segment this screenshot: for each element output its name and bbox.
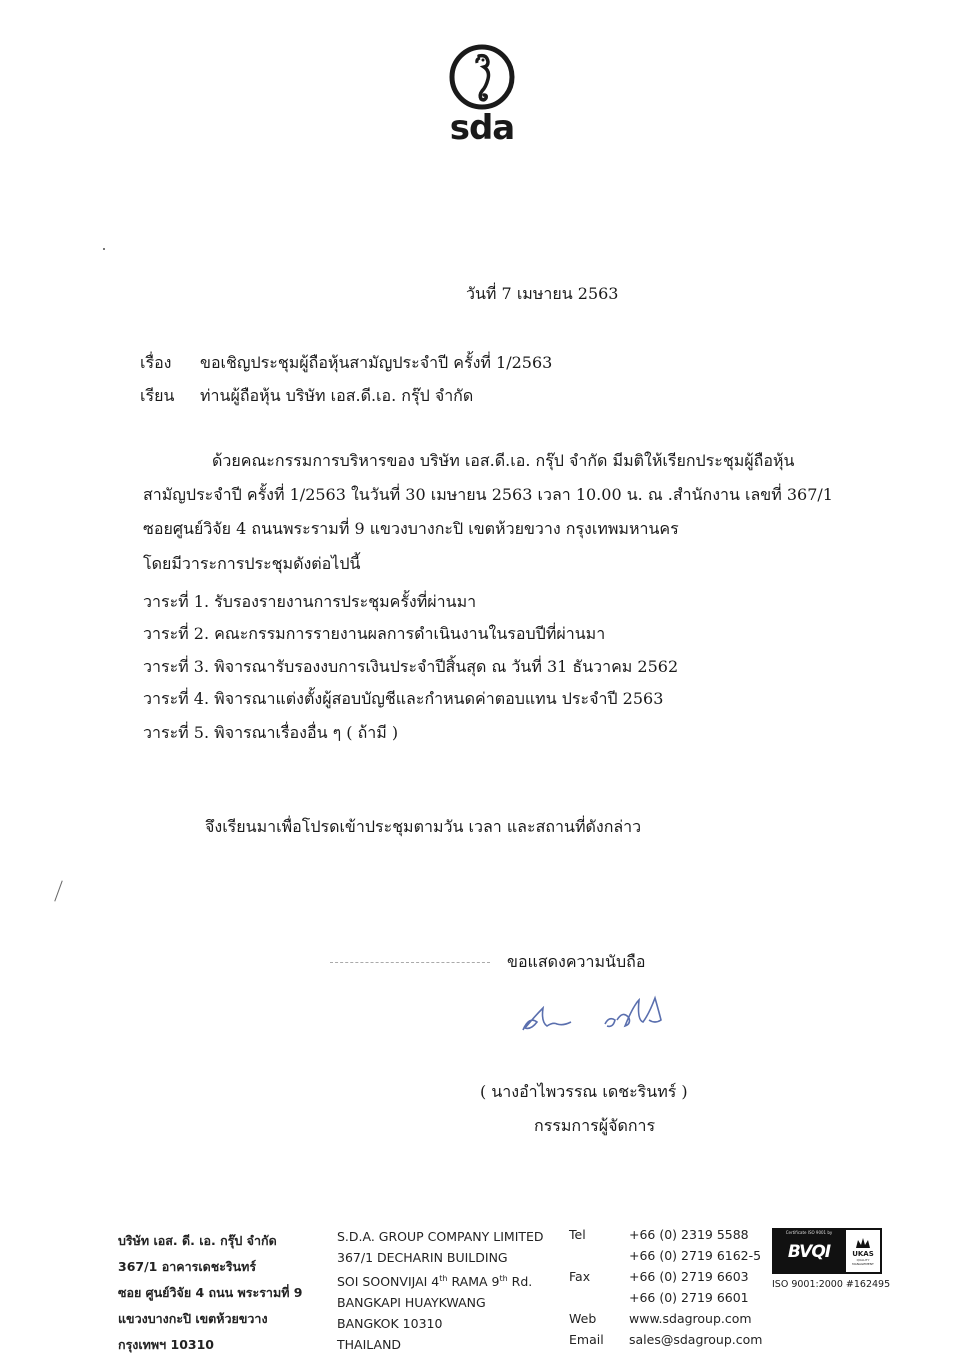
agenda-item-5: วาระที่ 5. พิจารณาเรื่องอื่น ๆ ( ถ้ามี ) — [143, 723, 399, 742]
en-country: THAILAND — [337, 1337, 402, 1353]
email-label: Email — [569, 1332, 604, 1347]
en-company: S.D.A. GROUP COMPANY LIMITED — [337, 1229, 544, 1244]
scan-speck — [54, 880, 62, 901]
thai-address-line: 367/1 อาคารเดชะรินทร์ — [118, 1259, 257, 1274]
bvqi-logo: Certificate ISO 9001 by BVQI — [772, 1228, 846, 1274]
subject-row — [140, 354, 552, 372]
body-line-4: โดยมีวาระการประชุมดังต่อไปนี้ — [143, 554, 361, 573]
body-line-1: ด้วยคณะกรรมการบริหารของ บริษัท เอส.ดี.เอ. กรุ๊ป จำกัด มีมติให้เรียกประชุมผู้ถือหุ้น — [212, 451, 795, 470]
fax-number: +66 (0) 2719 6603 — [629, 1269, 749, 1284]
logo-wordmark: sda — [449, 108, 515, 148]
recipient-text: ท่านผู้ถือหุ้น บริษัท เอส.ดี.เอ. กรุ๊ป จำกัด — [200, 386, 474, 405]
agenda-item-1: วาระที่ 1. รับรองรายงานการประชุมครั้งที่ผ่านมา — [143, 592, 477, 611]
ukas-crown-icon — [855, 1236, 871, 1250]
agenda-item-2: วาระที่ 2. คณะกรรมการรายงานผลการดำเนินงานในรอบปีที่ผ่านมา — [143, 624, 606, 643]
footer-english-address — [337, 1226, 544, 1355]
en-district: BANGKAPI HUAYKWANG — [337, 1295, 486, 1311]
footer-thai-address — [118, 1228, 302, 1358]
faint-divider — [330, 962, 490, 963]
website-link[interactable]: www.sdagroup.com — [629, 1311, 752, 1326]
signer-title: กรรมการผู้จัดการ — [534, 1116, 656, 1135]
web-label: Web — [569, 1311, 597, 1326]
scan-speck — [103, 248, 105, 250]
subject-label: เรื่อง — [140, 353, 172, 372]
fax-number: +66 (0) 2719 6601 — [629, 1290, 749, 1305]
body-line-3: ซอยศูนย์วิจัย 4 ถนนพระรามที่ 9 แขวงบางกะปิ เขตห้วยขวาง กรุงเทพมหานคร — [143, 519, 679, 538]
company-logo — [446, 44, 518, 148]
seahorse-logo-icon — [449, 44, 515, 110]
agenda-item-3: วาระที่ 3. พิจารณารับรองงบการเงินประจำปีสิ้นสุด ณ วันที่ 31 ธันวาคม 2562 — [143, 657, 679, 676]
email-link[interactable]: sales@sdagroup.com — [629, 1332, 763, 1347]
iso-number: ISO 9001:2000 #162495 — [772, 1279, 891, 1290]
footer-contact — [569, 1224, 762, 1350]
regards-text: ขอแสดงความนับถือ — [507, 952, 646, 971]
handwritten-signature — [515, 990, 685, 1045]
en-postal: BANGKOK 10310 — [337, 1316, 443, 1332]
ukas-logo: UKAS QUALITY MANAGEMENT — [846, 1228, 882, 1274]
en-soi: SOI SOONVIJAI 4th RAMA 9th Rd. — [337, 1274, 533, 1290]
recipient-label: เรียน — [140, 386, 175, 405]
subject-text: ขอเชิญประชุมผู้ถือหุ้นสามัญประจำปี ครั้งที่ 1/2563 — [200, 353, 553, 372]
tel-number: +66 (0) 2719 6162-5 — [629, 1248, 762, 1263]
thai-address-line: ซอย ศูนย์วิจัย 4 ถนน พระรามที่ 9 — [118, 1285, 303, 1300]
signer-name: ( นางอำไพวรรณ เดชะรินทร์ ) — [480, 1082, 688, 1101]
agenda-item-4: วาระที่ 4. พิจารณาแต่งตั้งผู้สอบบัญชีและกำหนดค่าตอบแทน ประจำปี 2563 — [143, 689, 664, 708]
thai-address-line: บริษัท เอส. ดี. เอ. กรุ๊ป จำกัด — [118, 1233, 277, 1248]
body-line-2: สามัญประจำปี ครั้งที่ 1/2563 ในวันที่ 30 เมษายน 2563 เวลา 10.00 น. ณ .สำนักงาน เลขที่ 367/1 — [143, 485, 833, 504]
en-building: 367/1 DECHARIN BUILDING — [337, 1250, 508, 1265]
tel-number: +66 (0) 2319 5588 — [629, 1227, 749, 1242]
fax-label: Fax — [569, 1269, 591, 1284]
thai-address-line: แขวงบางกะปิ เขตห้วยขวาง — [118, 1311, 268, 1326]
letter-date: วันที่ 7 เมษายน 2563 — [466, 284, 619, 303]
certification-block — [772, 1228, 891, 1290]
thai-address-line: กรุงเทพฯ 10310 — [118, 1337, 214, 1352]
recipient-row — [140, 387, 473, 405]
tel-label: Tel — [569, 1227, 586, 1242]
closing-text: จึงเรียนมาเพื่อโปรดเข้าประชุมตามวัน เวลา และสถานที่ดังกล่าว — [205, 817, 642, 836]
